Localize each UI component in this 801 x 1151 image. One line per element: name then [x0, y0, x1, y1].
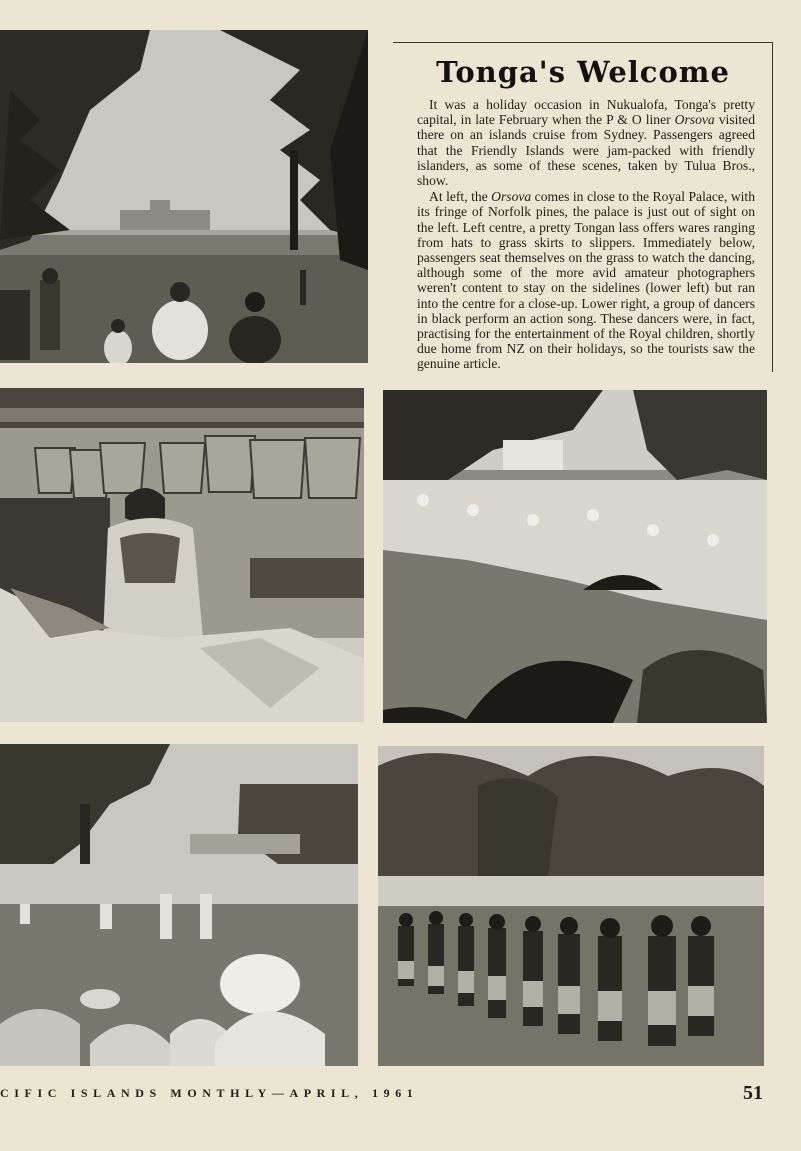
photo-dancers-action-song — [378, 746, 764, 1066]
ship-name: Orsova — [491, 189, 532, 205]
article-title: Tonga's Welcome — [436, 55, 730, 89]
page-number: 51 — [743, 1082, 763, 1104]
photo-market-stall — [0, 388, 364, 722]
photo-crowd-umbrellas — [383, 390, 767, 723]
publication-line: CIFIC ISLANDS MONTHLY—APRIL, 1961 — [0, 1086, 419, 1100]
article-paragraph-1: It was a holiday occasion in Nukualofa, Tonga's pretty capital, in late February when the P & O liner Orsova visited there on an islands cruise from Sydney. Passengers agreed that the Friendly Islands were jam-packed with friendly islanders, as some of these scenes, taken by Tulua Bros., show. — [417, 97, 755, 189]
photo-sidelines-photographers — [0, 744, 358, 1066]
ship-name: Orsova — [674, 112, 715, 128]
photo-palace-pines — [0, 30, 368, 363]
article-box — [393, 42, 773, 372]
article-paragraph-2: At left, the Orsova comes in close to the Royal Palace, with its fringe of Norfolk pines, the palace is just out of sight on the left. Left centre, a pretty Tongan lass offers wares ranging from hats to grass skirts to slippers. Immediately below, passengers seat themselves on the grass to watch the dancing, although some of the more avid amateur photographers weren't content to stay on the sidelines (lower left) but ran into the centre for a close-up. Lower right, a group of dancers in black perform an action song. These dancers were, in fact, practising for the entertainment of the Royal children, shortly due home from NZ on their holidays, so the tourists saw the genuine article. — [417, 189, 755, 372]
article-body — [417, 97, 755, 372]
page-footer — [0, 1082, 801, 1106]
